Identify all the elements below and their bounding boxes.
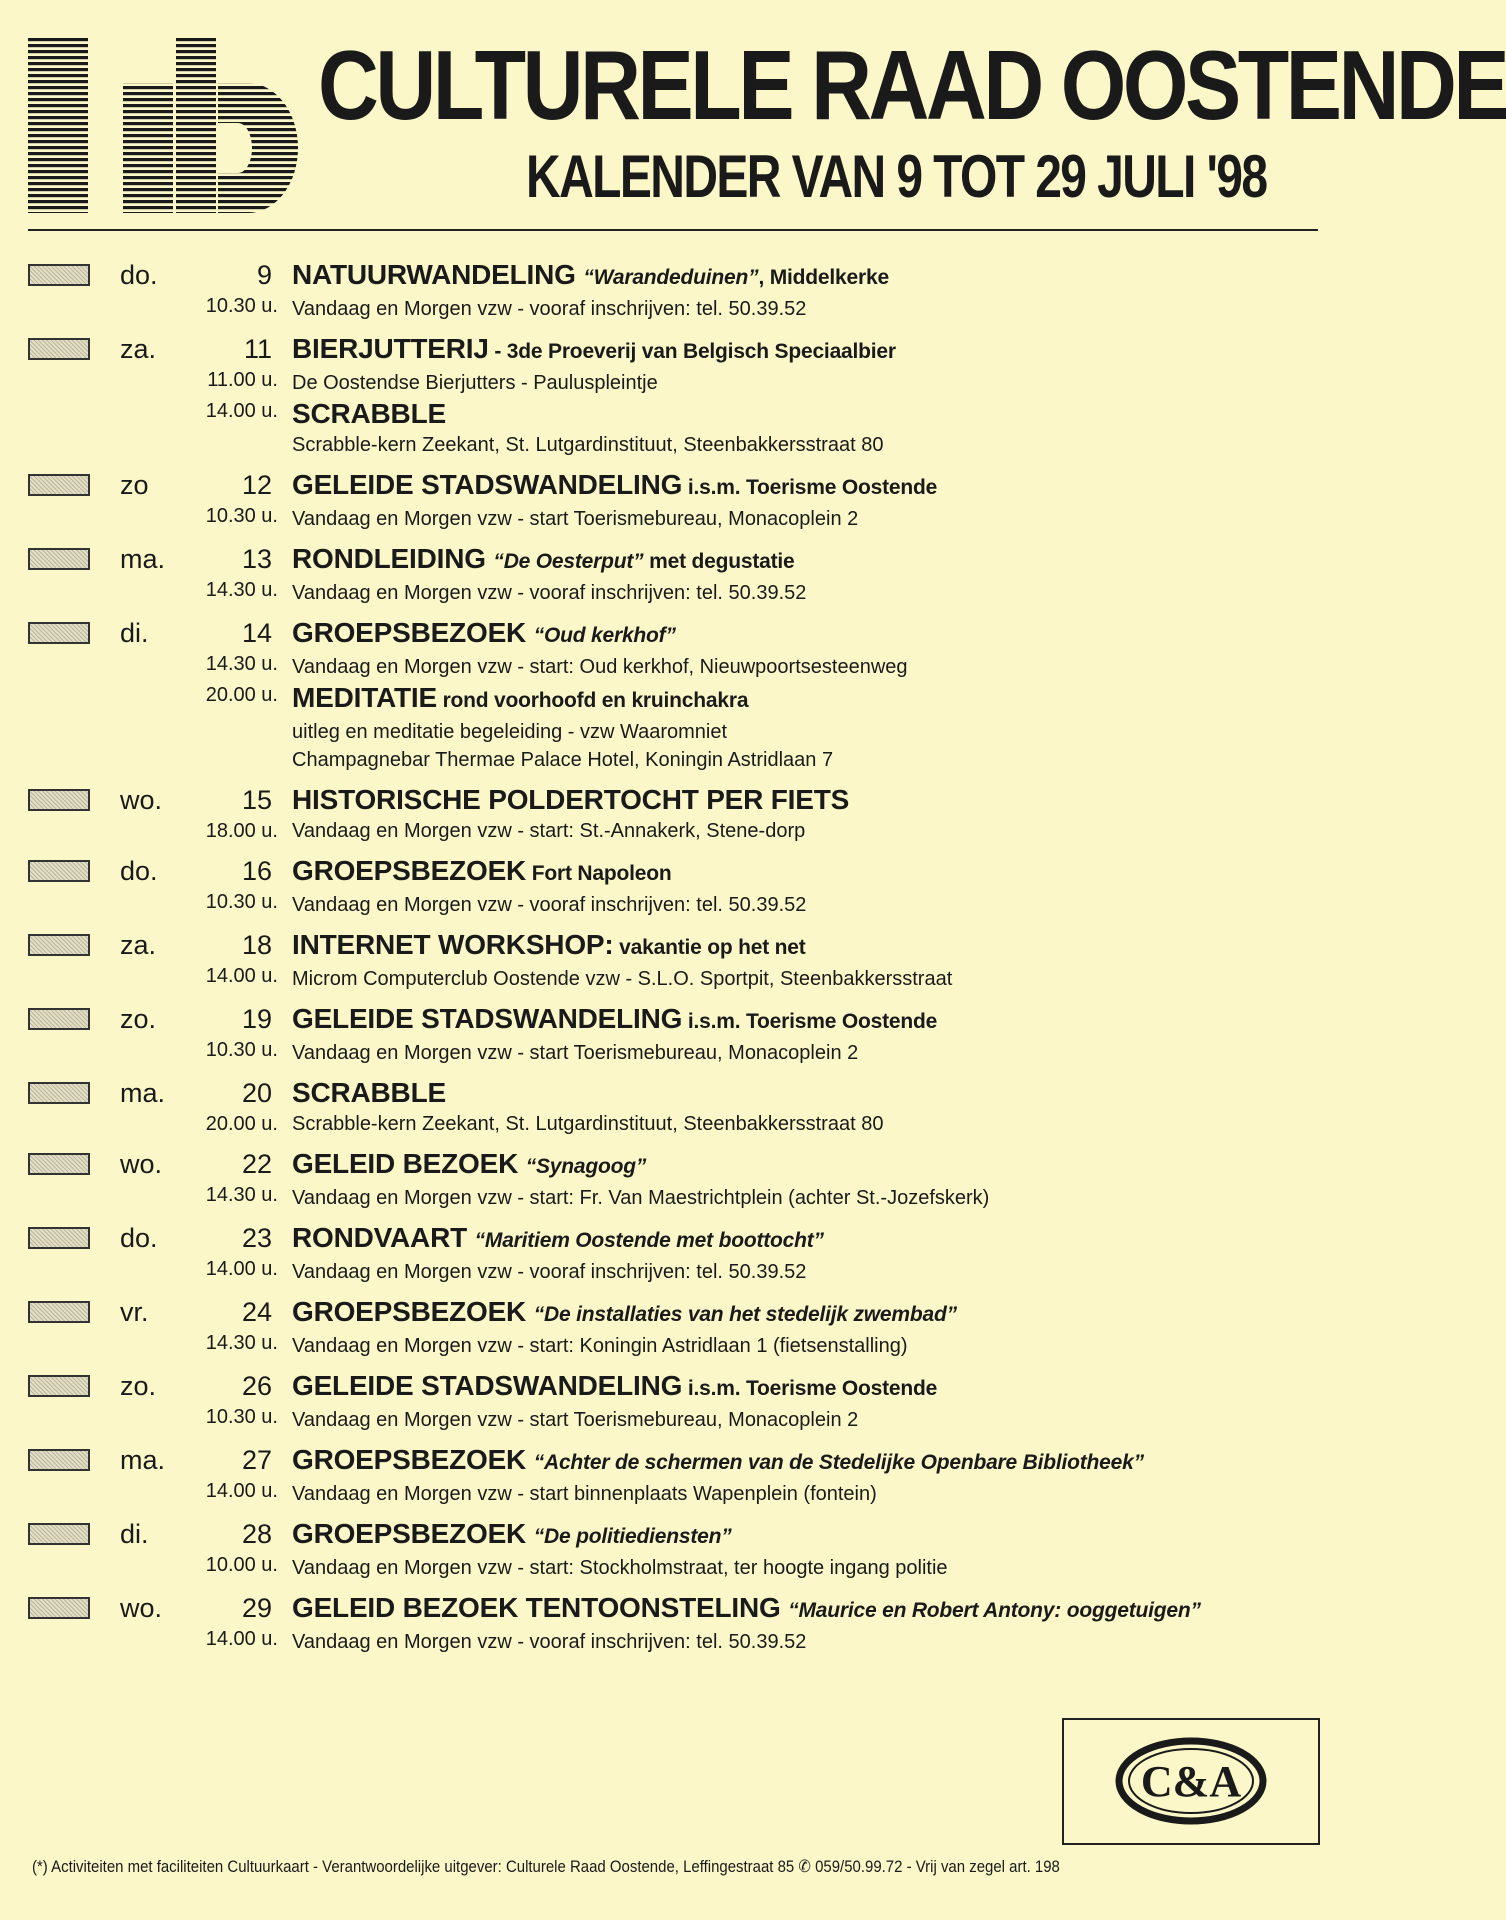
event-item: [292, 928, 1322, 993]
event-title-line: [292, 1221, 1322, 1258]
event-item: [292, 397, 1322, 459]
event-item: [292, 1221, 1322, 1286]
event-row: [28, 783, 1328, 845]
event-day-number: 26: [241, 1371, 272, 1401]
event-content: [292, 1295, 1322, 1360]
event-detail: Vandaag en Morgen vzw - start: Oud kerkhof, Nieuwpoortsesteenweg: [292, 656, 908, 678]
event-title: GELEIDE STADSWANDELING: [292, 1370, 683, 1401]
event-list: [28, 258, 1328, 1656]
event-time: 20.00 u.: [205, 684, 278, 706]
event-detail: Scrabble-kern Zeekant, St. Lutgardinstituut, Steenbakkersstraat 80: [292, 434, 884, 456]
event-subject: “Warandeduinen”: [583, 266, 759, 289]
event-weekday: do.: [120, 1223, 158, 1253]
event-marker: [28, 860, 90, 882]
event-marker: [28, 338, 90, 360]
event-time: 10.30 u.: [205, 505, 278, 527]
event-title-extra: i.s.m. Toerisme Oostende: [682, 476, 938, 499]
event-time: 14.30 u.: [205, 653, 278, 675]
event-weekday: wo.: [120, 1149, 163, 1179]
event-date: [120, 1369, 278, 1428]
event-time: 18.00 u.: [205, 820, 278, 842]
event-detail: Vandaag en Morgen vzw - vooraf inschrijven: tel. 50.39.52: [292, 894, 807, 916]
event-row: [28, 258, 1328, 323]
event-date: [120, 854, 278, 913]
event-item: [292, 1591, 1322, 1656]
event-weekday: di.: [120, 1519, 149, 1549]
event-weekday: zo.: [120, 1004, 157, 1034]
event-content: [292, 783, 1322, 845]
event-title-line: [292, 928, 1322, 965]
event-title: GROEPSBEZOEK: [292, 1296, 527, 1327]
page-title: CULTURELE RAAD OOSTENDE: [318, 30, 1506, 140]
event-row: [28, 1591, 1328, 1656]
event-item: [292, 468, 1322, 533]
event-title-extra: i.s.m. Toerisme Oostende: [682, 1377, 938, 1400]
event-marker: [28, 1153, 90, 1175]
event-row: [28, 616, 1328, 774]
event-subject: “Maritiem Oostende met boottocht”: [474, 1229, 824, 1252]
event-row: [28, 1295, 1328, 1360]
event-detail: Vandaag en Morgen vzw - start Toerismebureau, Monacoplein 2: [292, 508, 859, 530]
event-weekday: za.: [120, 930, 157, 960]
event-title: RONDVAART: [292, 1222, 468, 1253]
event-title-line: [292, 1517, 1322, 1554]
event-title: SCRABBLE: [292, 398, 446, 429]
event-title-extra: met degustatie: [643, 550, 795, 573]
event-time: 14.00 u.: [205, 400, 278, 422]
event-date: [120, 332, 278, 422]
event-date: [120, 1002, 278, 1061]
event-detail: Vandaag en Morgen vzw - start binnenplaats Wapenplein (fontein): [292, 1483, 877, 1505]
event-item: [292, 1369, 1322, 1434]
event-day-number: 13: [241, 544, 272, 574]
event-title-line: [292, 258, 1322, 295]
culturele-raad-logo: [28, 38, 308, 213]
event-title: GROEPSBEZOEK: [292, 855, 527, 886]
event-marker: [28, 622, 90, 644]
event-title-line: [292, 1002, 1322, 1039]
event-time: 14.00 u.: [205, 1480, 278, 1502]
event-title-line: [292, 468, 1322, 505]
event-subject: “Maurice en Robert Antony: ooggetuigen”: [788, 1599, 1201, 1622]
event-row: [28, 332, 1328, 459]
event-item: [292, 1517, 1322, 1582]
event-day-number: 28: [241, 1519, 272, 1549]
event-marker: [28, 1523, 90, 1545]
event-title: RONDLEIDING: [292, 543, 486, 574]
event-subject: “De Oesterput”: [493, 550, 644, 573]
event-subject: “De installaties van het stedelijk zwembad”: [533, 1303, 957, 1326]
event-content: [292, 616, 1322, 774]
event-title-extra: , Middelkerke: [758, 266, 889, 289]
event-time: 10.00 u.: [205, 1554, 278, 1576]
event-title: NATUURWANDELING: [292, 259, 576, 290]
event-title-extra: i.s.m. Toerisme Oostende: [682, 1010, 938, 1033]
event-time: 14.30 u.: [205, 1184, 278, 1206]
footer-note: (*) Activiteiten met faciliteiten Cultuurkaart - Verantwoordelijke uitgever: Culturele Raad Oostende, Leffingestraat 85 ✆ 059/50.99.72 - Vrij van zegel art. 198: [32, 1857, 1060, 1876]
event-title-line: [292, 1147, 1322, 1184]
event-title-extra: - 3de Proeverij van Belgisch Speciaalbier: [488, 340, 896, 363]
event-detail: uitleg en meditatie begeleiding - vzw Waaromniet: [292, 721, 728, 743]
event-item: [292, 616, 1322, 681]
event-day-number: 15: [241, 785, 272, 815]
event-content: [292, 1076, 1322, 1138]
event-title-line: [292, 397, 1322, 431]
event-title-line: [292, 332, 1322, 369]
event-title-extra: rond voorhoofd en kruinchakra: [436, 689, 749, 712]
event-row: [28, 928, 1328, 993]
event-detail: Champagnebar Thermae Palace Hotel, Koningin Astridlaan 7: [292, 749, 834, 771]
event-content: [292, 1002, 1322, 1067]
event-weekday: zo.: [120, 1371, 157, 1401]
ca-logo-text: C&A: [1140, 1757, 1242, 1806]
event-title-line: [292, 783, 1322, 817]
event-content: [292, 258, 1322, 323]
event-date: [120, 1443, 278, 1502]
event-detail: Vandaag en Morgen vzw - vooraf inschrijven: tel. 50.39.52: [292, 298, 807, 320]
event-subject: “Synagoog”: [525, 1155, 647, 1178]
event-content: [292, 1591, 1322, 1656]
event-title: GROEPSBEZOEK: [292, 617, 527, 648]
event-time: 14.30 u.: [205, 579, 278, 601]
event-weekday: ma.: [120, 544, 166, 574]
event-item: [292, 783, 1322, 845]
event-title-line: [292, 854, 1322, 891]
header-divider: [28, 229, 1318, 231]
header: [28, 30, 1506, 220]
event-weekday: di.: [120, 618, 149, 648]
event-item: [292, 1295, 1322, 1360]
event-time: 14.00 u.: [205, 1628, 278, 1650]
event-marker: [28, 548, 90, 570]
event-title: GELEIDE STADSWANDELING: [292, 469, 683, 500]
event-date: [120, 783, 278, 842]
event-content: [292, 468, 1322, 533]
event-date: [120, 1147, 278, 1206]
event-marker: [28, 264, 90, 286]
event-item: [292, 542, 1322, 607]
event-day-number: 18: [241, 930, 272, 960]
event-marker: [28, 1227, 90, 1249]
event-title: HISTORISCHE POLDERTOCHT PER FIETS: [292, 784, 850, 815]
event-row: [28, 468, 1328, 533]
event-detail: Vandaag en Morgen vzw - start: Stockholmstraat, ter hoogte ingang politie: [292, 1557, 948, 1579]
event-date: [120, 616, 278, 706]
event-weekday: ma.: [120, 1445, 166, 1475]
event-marker: [28, 1008, 90, 1030]
event-weekday: wo.: [120, 1593, 163, 1623]
event-day-number: 24: [241, 1297, 272, 1327]
event-weekday: za.: [120, 334, 157, 364]
event-detail: Vandaag en Morgen vzw - start Toerismebureau, Monacoplein 2: [292, 1409, 859, 1431]
event-title: MEDITATIE: [292, 682, 437, 713]
ca-logo: [1064, 1720, 1318, 1843]
event-date: [120, 1295, 278, 1354]
event-content: [292, 1369, 1322, 1434]
event-date: [120, 928, 278, 987]
event-item: [292, 1147, 1322, 1212]
event-content: [292, 854, 1322, 919]
event-detail: Vandaag en Morgen vzw - vooraf inschrijven: tel. 50.39.52: [292, 1261, 807, 1283]
event-title: GROEPSBEZOEK: [292, 1444, 527, 1475]
sponsor-box: [1062, 1718, 1320, 1845]
event-weekday: wo.: [120, 785, 163, 815]
event-day-number: 11: [243, 334, 272, 364]
event-title: GELEID BEZOEK TENTOONSTELING: [292, 1592, 781, 1623]
event-title-line: [292, 1076, 1322, 1110]
event-date: [120, 1076, 278, 1135]
event-date: [120, 468, 278, 527]
event-marker: [28, 474, 90, 496]
event-content: [292, 1221, 1322, 1286]
event-title: SCRABBLE: [292, 1077, 446, 1108]
event-day-number: 19: [241, 1004, 272, 1034]
event-time: 20.00 u.: [205, 1113, 278, 1135]
event-weekday: zo: [120, 470, 149, 500]
event-day-number: 9: [256, 260, 272, 290]
event-item: [292, 854, 1322, 919]
event-detail: Vandaag en Morgen vzw - start Toerismebureau, Monacoplein 2: [292, 1042, 859, 1064]
event-weekday: do.: [120, 260, 158, 290]
event-title: INTERNET WORKSHOP:: [292, 929, 614, 960]
event-content: [292, 332, 1322, 459]
event-content: [292, 1517, 1322, 1582]
event-title-line: [292, 681, 1322, 718]
event-title-line: [292, 542, 1322, 579]
event-detail: Scrabble-kern Zeekant, St. Lutgardinstituut, Steenbakkersstraat 80: [292, 1113, 884, 1135]
event-row: [28, 1443, 1328, 1508]
event-marker: [28, 1449, 90, 1471]
event-item: [292, 1002, 1322, 1067]
event-detail: Microm Computerclub Oostende vzw - S.L.O. Sportpit, Steenbakkersstraat: [292, 968, 953, 990]
event-content: [292, 928, 1322, 993]
event-row: [28, 1076, 1328, 1138]
event-detail: Vandaag en Morgen vzw - start: Fr. Van Maestrichtplein (achter St.-Jozefskerk): [292, 1187, 990, 1209]
event-row: [28, 1517, 1328, 1582]
event-detail: Vandaag en Morgen vzw - start: Koningin Astridlaan 1 (fietsenstalling): [292, 1335, 908, 1357]
event-detail: Vandaag en Morgen vzw - vooraf inschrijven: tel. 50.39.52: [292, 1631, 807, 1653]
event-row: [28, 1221, 1328, 1286]
event-content: [292, 1443, 1322, 1508]
event-day-number: 23: [241, 1223, 272, 1253]
event-subject: “Oud kerkhof”: [533, 624, 676, 647]
event-row: [28, 854, 1328, 919]
event-content: [292, 1147, 1322, 1212]
event-weekday: vr.: [120, 1297, 149, 1327]
event-marker: [28, 1597, 90, 1619]
event-subject: “Achter de schermen van de Stedelijke Openbare Bibliotheek”: [533, 1451, 1144, 1474]
event-time: 14.00 u.: [205, 965, 278, 987]
event-detail: Vandaag en Morgen vzw - vooraf inschrijven: tel. 50.39.52: [292, 582, 807, 604]
event-time: 11.00 u.: [207, 369, 278, 391]
event-date: [120, 542, 278, 601]
event-marker: [28, 934, 90, 956]
event-date: [120, 258, 278, 317]
event-day-number: 20: [241, 1078, 272, 1108]
event-date: [120, 1591, 278, 1650]
event-time: 10.30 u.: [205, 891, 278, 913]
event-day-number: 27: [241, 1445, 272, 1475]
event-time: 10.30 u.: [205, 1039, 278, 1061]
event-marker: [28, 789, 90, 811]
event-day-number: 16: [241, 856, 272, 886]
event-date: [120, 1517, 278, 1576]
event-item: [292, 681, 1322, 774]
event-title: GELEIDE STADSWANDELING: [292, 1003, 683, 1034]
event-title-line: [292, 1443, 1322, 1480]
event-row: [28, 542, 1328, 607]
event-date: [120, 1221, 278, 1280]
event-title-extra: Fort Napoleon: [526, 862, 672, 885]
event-title: GELEID BEZOEK: [292, 1148, 519, 1179]
event-item: [292, 258, 1322, 323]
event-item: [292, 332, 1322, 397]
event-title-line: [292, 616, 1322, 653]
event-item: [292, 1443, 1322, 1508]
event-row: [28, 1147, 1328, 1212]
event-day-number: 12: [241, 470, 272, 500]
event-marker: [28, 1082, 90, 1104]
event-title-line: [292, 1369, 1322, 1406]
event-time: 10.30 u.: [205, 295, 278, 317]
event-title-extra: vakantie op het net: [613, 936, 806, 959]
event-title: GROEPSBEZOEK: [292, 1518, 527, 1549]
event-day-number: 14: [241, 618, 272, 648]
event-time: 14.30 u.: [205, 1332, 278, 1354]
event-weekday: do.: [120, 856, 158, 886]
event-detail: De Oostendse Bierjutters - Pauluspleintje: [292, 372, 658, 394]
event-title: BIERJUTTERIJ: [292, 333, 489, 364]
event-row: [28, 1002, 1328, 1067]
event-day-number: 22: [241, 1149, 272, 1179]
event-subject: “De politiediensten”: [533, 1525, 732, 1548]
event-time: 14.00 u.: [205, 1258, 278, 1280]
event-title-line: [292, 1295, 1322, 1332]
event-title-line: [292, 1591, 1322, 1628]
event-day-number: 29: [241, 1593, 272, 1623]
event-detail: Vandaag en Morgen vzw - start: St.-Annakerk, Stene-dorp: [292, 820, 806, 842]
event-content: [292, 542, 1322, 607]
event-time: 10.30 u.: [205, 1406, 278, 1428]
event-row: [28, 1369, 1328, 1434]
page-subtitle: KALENDER VAN 9 TOT 29 JULI '98: [526, 143, 1267, 210]
event-marker: [28, 1375, 90, 1397]
event-weekday: ma.: [120, 1078, 166, 1108]
event-item: [292, 1076, 1322, 1138]
event-marker: [28, 1301, 90, 1323]
